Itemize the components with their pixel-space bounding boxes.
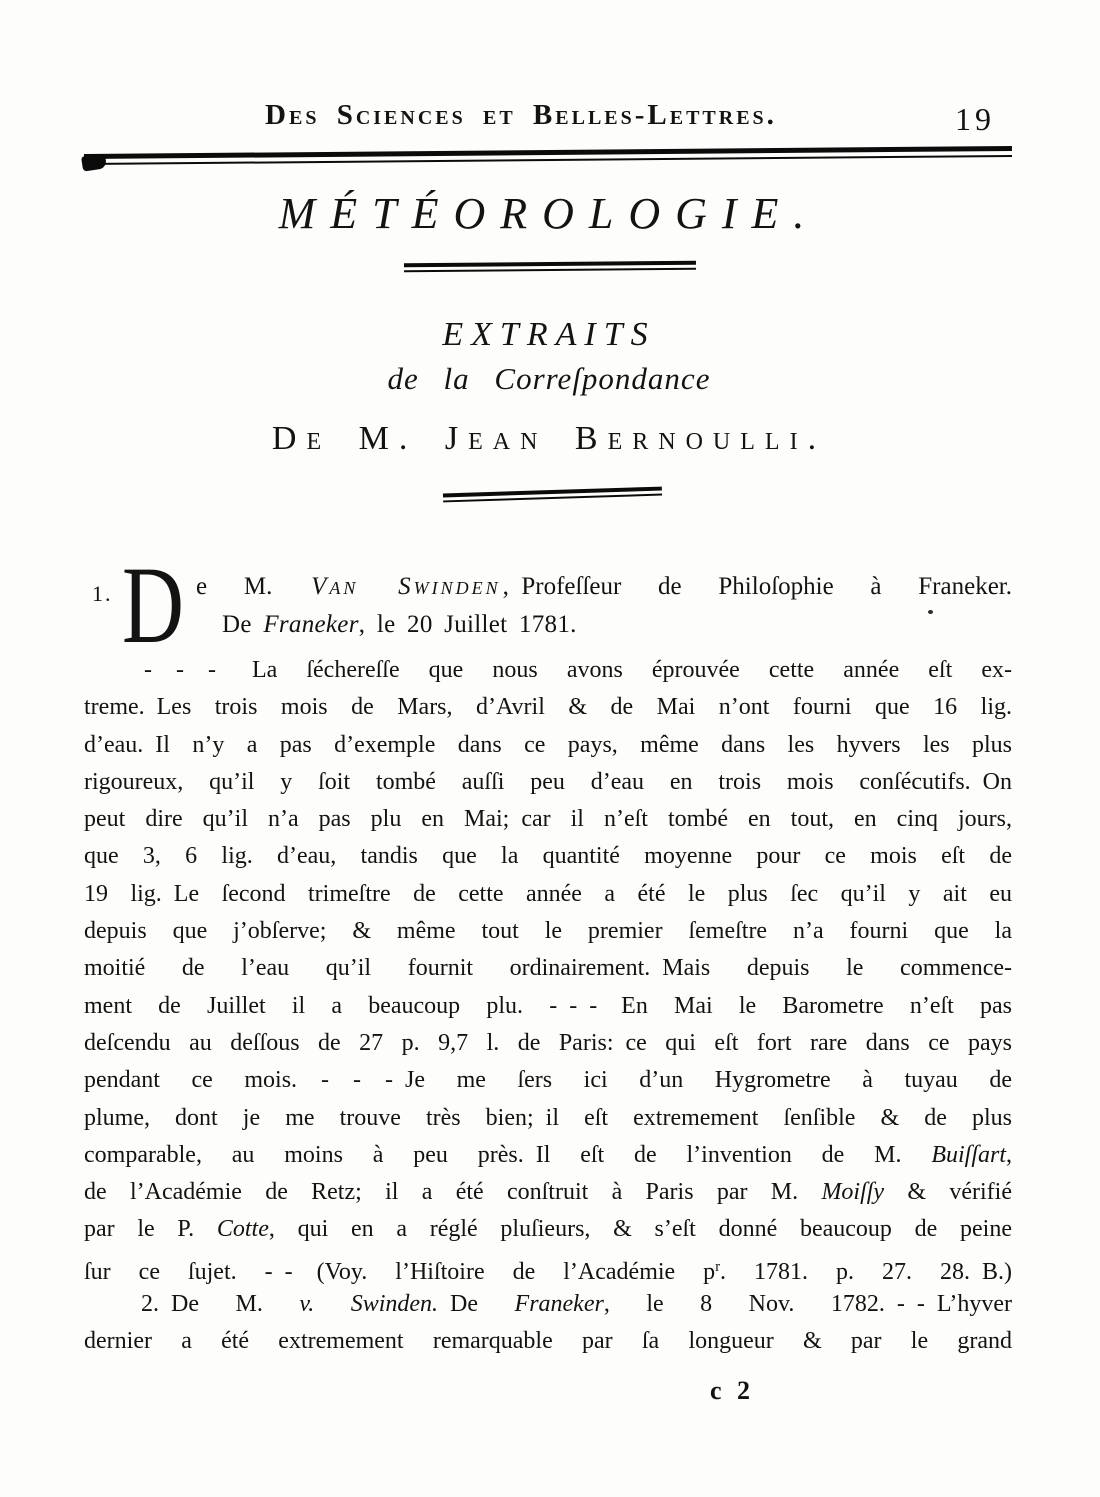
text-segment: & vérifié [884,1179,1012,1206]
subtitle-correspondance: de la Correſpondance [387,361,711,396]
heading-line [196,606,1012,644]
heading-line [196,568,1012,606]
text-segment: deſcendu au deſſous de 27 p. 9,7 l. de Paris: ce qui eſt fort rare dans ce pays [84,1029,1012,1056]
ink-blot [81,153,107,171]
rule-thin-line [404,268,696,273]
text-segment: v. Swinden. [299,1291,439,1318]
text-segment: de l’Académie de Retz; il a été conſtruit à Paris par M. [84,1179,822,1206]
text-line [84,1100,1012,1137]
text-segment: - - - La ſéchereſſe que nous avons éprouvée cette année eſt ex- [144,657,1012,683]
text-segment: Van Swinden [311,573,501,600]
text-segment: peut dire qu’il n’a pas plu en Mai; car il n’eſt tombé en tout, en cinq jours, [84,806,1012,833]
author-double-rule [443,487,662,503]
scan-speck [928,610,933,614]
text-segment: Cotte [216,1216,269,1243]
text-segment: De [222,611,264,638]
text-line [84,988,1012,1025]
text-segment: plume, dont je me trouve très bien; il eſt extremement ſenſible & de plus [84,1104,1012,1131]
entry-number: 1. [92,581,113,606]
dropcap-letter: D [122,544,184,666]
subtitle-extraits: EXTRAITS [442,316,656,353]
text-segment: dernier a été extremement remarquable par ſa longueur & par le grand [84,1328,1012,1355]
text-segment: Franeker [514,1291,604,1318]
text-segment: , qui en a réglé pluſieurs, & s’eſt donné beaucoup de peine [268,1216,1012,1243]
body-text [84,652,1012,1361]
text-segment: r [715,1258,720,1275]
text-segment: Buiſſart [931,1141,1006,1168]
text-segment: depuis que j’obſerve; & même tout le premier ſemeſtre n’a fourni que la [84,918,1012,945]
text-line [84,1249,1012,1286]
text-segment: , Profeſſeur de Philoſophie à Franeker. [502,573,1012,600]
text-line [84,838,1012,875]
text-segment: rigoureux, qu’il y ſoit tombé auſſi peu d’eau en trois mois conſécutifs. On [84,768,1012,795]
text-segment: 2. De M. [141,1291,300,1318]
text-segment: comparable, au moins à peu près. Il eſt de l’invention de M. [84,1141,932,1168]
text-line [84,950,1012,987]
running-header: Des Sciences et Belles-Lettres. [265,99,777,131]
text-line [84,801,1012,838]
text-segment: par le P. [84,1216,217,1243]
text-segment: De [438,1291,515,1318]
signature-mark: c 2 [710,1376,751,1405]
text-segment: , le 20 Juillet 1781. [358,611,577,638]
text-line [84,1286,1012,1323]
title-double-rule [404,261,696,273]
page-number: 19 [955,101,995,137]
text-segment: ſur ce ſujet. - - (Voy. l’Hiſtoire de l’Académie p [84,1258,716,1285]
entry-heading-lines [196,568,1012,644]
text-segment: que 3, 6 lig. d’eau, tandis que la quantité moyenne pour ce mois eſt de [84,843,1012,870]
text-segment: Moiſſy [821,1179,885,1206]
text-line [84,1323,1012,1360]
text-line [84,1174,1012,1211]
text-line [84,913,1012,950]
section-title: MÉTÉOROLOGIE. [278,189,820,238]
text-line [84,727,1012,764]
text-segment: , le 8 Nov. 1782. - - L’hyver [603,1291,1012,1318]
header-double-rule [84,146,1012,165]
text-segment: ment de Juillet il a beaucoup plu. - - - En Mai le Barometre n’eſt pas [84,992,1012,1019]
text-line [84,876,1012,913]
text-segment: 19 lig. Le ſecond trimeſtre de cette année a été le plus ſec qu’il y ait eu [84,880,1012,907]
text-line [84,1025,1012,1062]
letter-entry-heading [84,544,1012,666]
text-segment: treme. Les trois mois de Mars, d’Avril & de Mai n’ont fourni que 16 lig. [84,694,1012,721]
text-line [84,652,1012,689]
text-line [84,1137,1012,1174]
rule-thick-line [404,261,696,268]
subtitle-author: De M. Jean Bernoulli. [271,420,827,457]
text-segment: e M. [196,573,310,600]
text-segment: pendant ce mois. - - - Je me ſers ici d’un Hygrometre à tuyau de [84,1067,1012,1094]
text-line [84,764,1012,801]
text-segment: moitié de l’eau qu’il fournit ordinairement. Mais depuis le commence- [84,955,1012,982]
text-segment: d’eau. Il n’y a pas d’exemple dans ce pays, même dans les hyvers les plus [84,731,1012,758]
text-segment: Franeker [263,611,359,638]
text-line [84,689,1012,726]
text-segment: , [1006,1141,1012,1168]
text-segment: . 1781. p. 27. 28. B.) [719,1258,1012,1285]
text-line [84,1211,1012,1248]
text-line [84,1062,1012,1099]
